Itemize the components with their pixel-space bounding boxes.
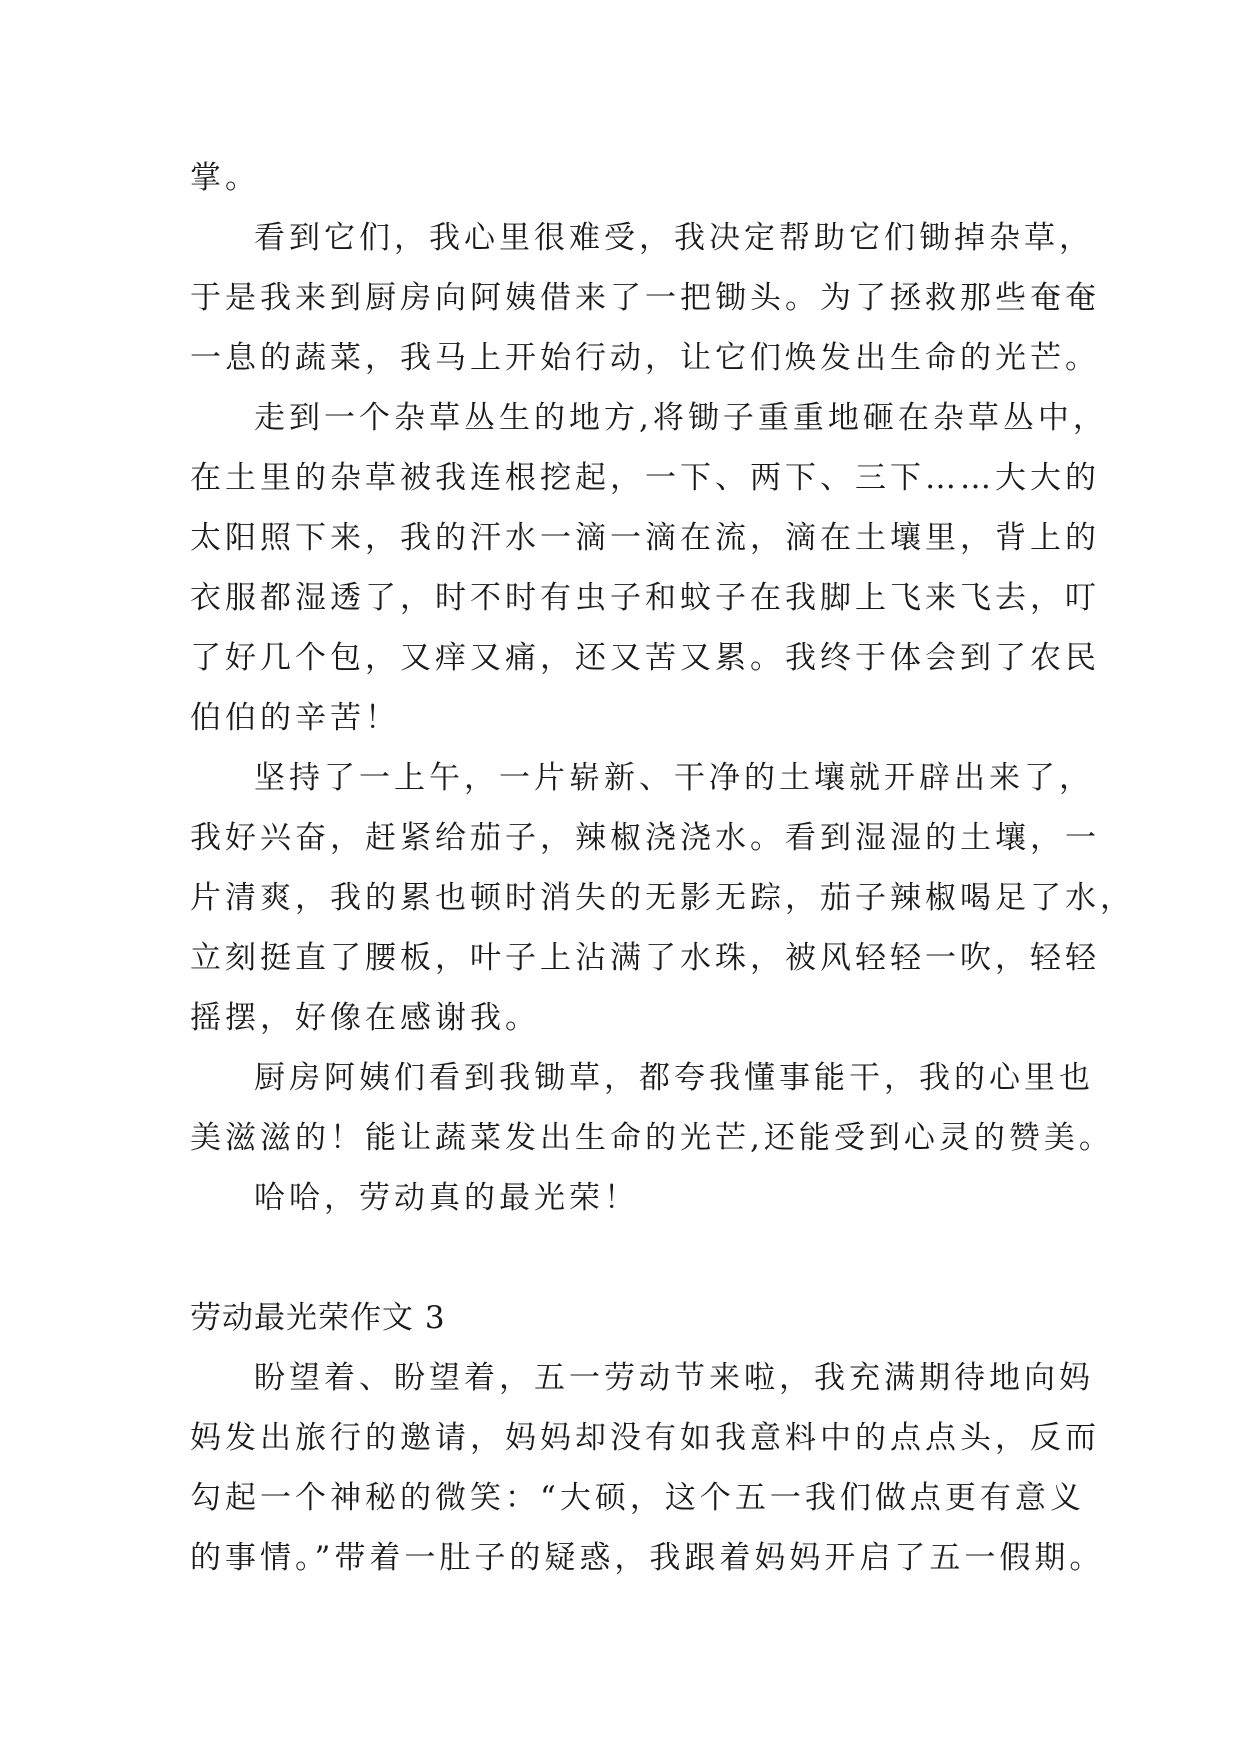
paragraph-first-line: 看到它们，我心里很难受，我决定帮助它们锄掉杂草， (254, 220, 1094, 256)
text-line: 衣服都湿透了，时不时有虫子和蚊子在我脚上飞来飞去，叮 (190, 580, 1100, 616)
text-line: 掌。 (190, 160, 260, 196)
text-line: 妈发出旅行的邀请，妈妈却没有如我意料中的点点头，反而 (190, 1420, 1100, 1456)
paragraph-first-line: 盼望着、盼望着，五一劳动节来啦，我充满期待地向妈 (254, 1360, 1094, 1396)
paragraph-first-line: 坚持了一上午，一片崭新、干净的土壤就开辟出来了， (254, 760, 1094, 796)
text-line: 立刻挺直了腰板，叶子上沾满了水珠，被风轻轻一吹，轻轻 (190, 940, 1100, 976)
text-line: 的事情。”带着一肚子的疑惑，我跟着妈妈开启了五一假期。 (190, 1540, 1105, 1576)
text-line: 美滋滋的！能让蔬菜发出生命的光芒,还能受到心灵的赞美。 (190, 1120, 1114, 1156)
paragraph-first-line: 厨房阿姨们看到我锄草，都夸我懂事能干，我的心里也 (254, 1060, 1094, 1096)
text-line: 我好兴奋，赶紧给茄子，辣椒浇浇水。看到湿湿的土壤，一 (190, 820, 1100, 856)
text-line: 了好几个包，又痒又痛，还又苦又累。我终于体会到了农民 (190, 640, 1100, 676)
text-line: 摇摆，好像在感谢我。 (190, 1000, 540, 1036)
text-line: 太阳照下来，我的汗水一滴一滴在流，滴在土壤里，背上的 (190, 520, 1100, 556)
paragraph-gap (190, 1228, 1085, 1288)
paragraph-first-line: 哈哈，劳动真的最光荣！ (254, 1180, 639, 1216)
text-line: 勾起一个神秘的微笑：“大硕，这个五一我们做点更有意义 (190, 1480, 1085, 1516)
document-body (190, 148, 1135, 1588)
text-line: 于是我来到厨房向阿姨借来了一把锄头。为了拯救那些奄奄 (190, 280, 1100, 316)
text-line: 一息的蔬菜，我马上开始行动，让它们焕发出生命的光芒。 (190, 340, 1100, 376)
section-heading: 劳动最光荣作文 3 (190, 1300, 446, 1336)
text-line: 伯伯的辛苦！ (190, 700, 400, 736)
paragraph-first-line: 走到一个杂草丛生的地方,将锄子重重地砸在杂草丛中， (254, 400, 1108, 436)
text-line: 片清爽，我的累也顿时消失的无影无踪，茄子辣椒喝足了水， (190, 880, 1135, 916)
text-line: 在土里的杂草被我连根挖起，一下、两下、三下……大大的 (190, 460, 1100, 496)
